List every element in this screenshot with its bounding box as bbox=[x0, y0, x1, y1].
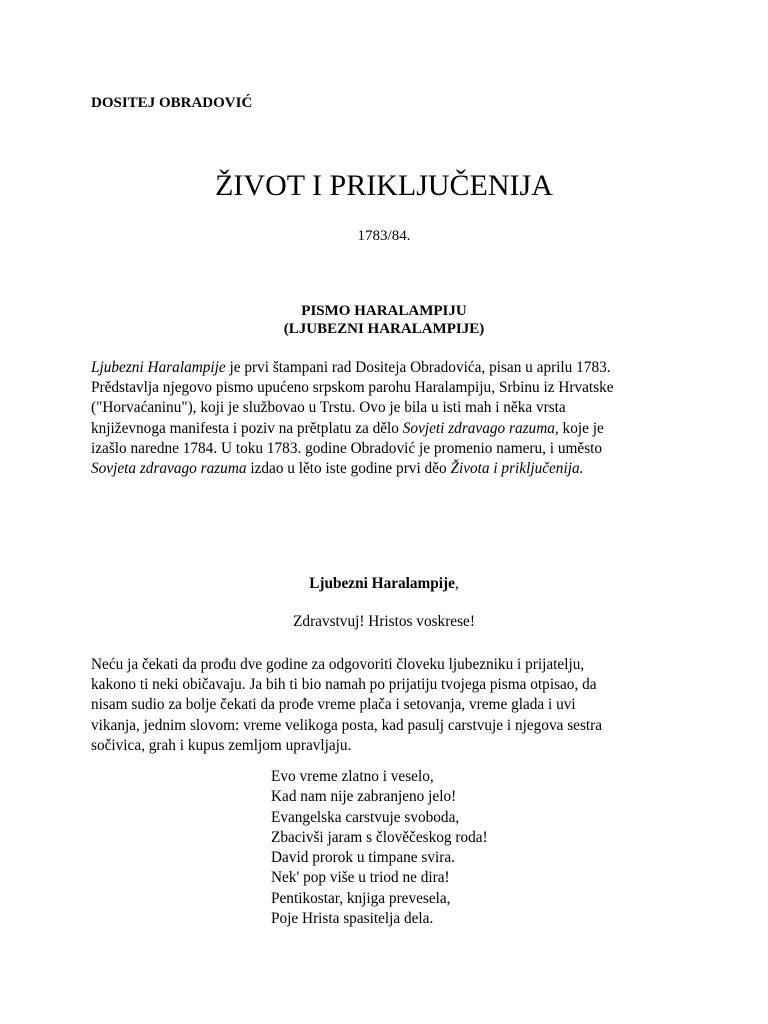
work-title-italic: Ljubezni Haralampije bbox=[91, 359, 226, 376]
poem-line: Pentikostar, knjiga prevesela, bbox=[271, 889, 451, 907]
intro-line-6: Sovjeta zdravago razuma izdao u lěto iste godine prvi děo Života i priključenija. bbox=[91, 460, 584, 478]
work-title-italic: Sovjeti zdravago razuma, bbox=[402, 419, 559, 437]
poem-line: Evo vreme zlatno i veselo, bbox=[271, 768, 434, 785]
letter-line: sočivica, grah i kupus zemljom upravljaju. bbox=[91, 736, 352, 754]
poem-line: David prorok u timpane svira. bbox=[271, 849, 455, 867]
intro-line-5: izašlo naredne 1784. U toku 1783. godine Obradović je promenio nameru, i uměsto bbox=[91, 439, 603, 457]
letter-salutation: Ljubezni Haralampije, bbox=[309, 575, 459, 592]
document-title: ŽIVOT I PRIKLJUČENIJA bbox=[215, 169, 553, 202]
letter-greeting: Zdravstvuj! Hristos voskrese! bbox=[293, 613, 475, 630]
intro-line-3: ("Horvaćaninu"), koji je službovao u Trstu. Ovo je bila u isti mah i něka vrsta bbox=[91, 399, 566, 417]
poem-line: Poje Hrista spasitelja dela. bbox=[271, 910, 434, 928]
poem-line: Kad nam nije zabranjeno jelo! bbox=[271, 788, 457, 806]
section-heading bbox=[0, 302, 768, 338]
poem-verse bbox=[271, 767, 488, 929]
poem-line: Nek' pop više u triod ne dira! bbox=[271, 869, 450, 887]
section-heading-line-1: PISMO HARALAMPIJU bbox=[301, 303, 467, 319]
intro-line-4: književnoga manifesta i poziv na prětplatu za dělo Sovjeti zdravago razuma, koje je bbox=[91, 419, 604, 437]
work-title-italic: Života i priključenija. bbox=[450, 460, 584, 478]
letter-line: Neću ja čekati da prođu dve godine za odgovoriti človeku ljubezniku i prijatelju, bbox=[91, 656, 585, 673]
work-title-italic: Sovjeta zdravago razuma bbox=[91, 460, 247, 478]
letter-line: kakono ti neki običavaju. Ja bih ti bio namah po prijatiju tvojega pisma otpisao, da bbox=[91, 676, 597, 694]
intro-paragraph bbox=[91, 358, 681, 479]
letter-line: vikanja, jednim slovom: vreme velikoga posta, kad pasulj carstvuje i njegova sestra bbox=[91, 716, 603, 734]
letter-line: nisam sudio za bolje čekati da prođe vreme plača i setovanja, vreme glada i uvi bbox=[91, 696, 576, 714]
letter-paragraph bbox=[91, 655, 681, 756]
author-name: DOSITEJ OBRADOVIĆ bbox=[91, 95, 253, 111]
poem-line: Zbacivši jaram s člověčeskog roda! bbox=[271, 828, 488, 846]
intro-line-1: Ljubezni Haralampije je prvi štampani rad Dositeja Obradovića, pisan u aprilu 1783. bbox=[91, 359, 611, 376]
poem-line: Evangelska carstvuje svoboda, bbox=[271, 808, 460, 826]
publication-year: 1783/84. bbox=[357, 228, 411, 244]
section-heading-line-2: (LJUBEZNI HARALAMPIJE) bbox=[283, 321, 485, 337]
intro-line-2: Prědstavlja njegovo pismo upućeno srpskom parohu Haralampiju, Srbinu iz Hrvatske bbox=[91, 379, 614, 397]
